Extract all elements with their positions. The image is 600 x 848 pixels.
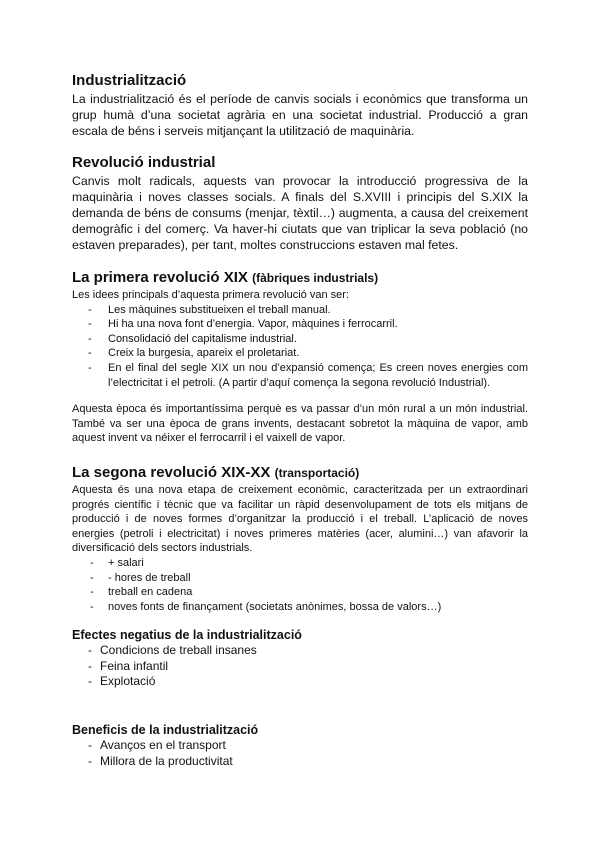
list-item: - Hi ha una nova font d’energia. Vapor, màquines i ferrocarril. bbox=[88, 318, 398, 331]
section-beneficis bbox=[72, 722, 258, 769]
list-item: - Avanços en el transport bbox=[88, 738, 226, 752]
list-item: - Consolidació del capitalisme industrial. bbox=[88, 332, 297, 345]
heading-segona-sub: (transportació) bbox=[274, 466, 360, 480]
heading-industrialitzacio: Industrialització bbox=[72, 72, 187, 89]
heading-efectes-negatius: Efectes negatius de la industrialització bbox=[72, 628, 302, 642]
list-segona-items bbox=[72, 556, 528, 614]
section-segona-revolucio bbox=[72, 464, 528, 614]
heading-segona-revolucio bbox=[72, 464, 528, 482]
list-item: - En el final del segle XIX un nou d’expansió comença; Es creen noves energies com l’electricitat i el petroli. (A partir d’aquí comença la segona revolució Industrial). bbox=[88, 361, 528, 389]
list-primera-ideas bbox=[72, 303, 528, 391]
list-efectes bbox=[72, 643, 302, 690]
list-item: - treball en cadena bbox=[90, 586, 193, 599]
heading-primera-sub: (fàbriques industrials) bbox=[252, 271, 379, 285]
heading-revolucio-industrial: Revolució industrial bbox=[72, 154, 216, 171]
list-item: - Condicions de treball insanes bbox=[88, 643, 257, 657]
paragraph-industrialitzacio: La industrialització és el període de canvis socials i econòmics que transforma un grup humà d’una societat agrària en una societat industrial. Producció a gran escala de béns i serveis mitjançant la utilització de maquinària. bbox=[72, 92, 528, 138]
paragraph-segona: Aquesta és una nova etapa de creixement econòmic, caracteritzada per un extraordinari progrés científic i tècnic que va facilitar un ràpid desenvolupament de tots els mitjans de producció i de noves formes d’organitzar la producció i el treball. L’aplicació de noves energies (petroli i electricitat) i noves primeres matèries (acer, alumini…) van afavorir la diversificació dels sectors industrials. bbox=[72, 484, 528, 555]
heading-primera-main: La primera revolució XIX bbox=[72, 269, 248, 286]
section-industrialitzacio bbox=[72, 72, 528, 139]
heading-beneficis: Beneficis de la industrialització bbox=[72, 723, 259, 737]
paragraph-primera-closing: Aquesta època és importantíssima perquè es va passar d’un món rural a un món industrial. També va ser una època de grans invents, destacant sobretot la màquina de vapor, amb aquest invent va néixer el ferrocarril i el vaixell de vapor. bbox=[72, 403, 528, 445]
paragraph-revolucio-industrial: Canvis molt radicals, aquests van provocar la introducció progressiva de la maquinària i noves classes socials. A finals del S.XVIII i principis del S.XIX la demanda de béns de consums (menjar, tèxtil…) augmenta, a causa del creixement demogràfic i del comerç. Va haver-hi ciutats que van triplicar la seva població (no estaven preparades), per tant, moltes construccions estaven mal fetes. bbox=[72, 174, 528, 252]
list-item: - + salari bbox=[90, 556, 144, 569]
list-item: - - hores de treball bbox=[90, 571, 191, 584]
heading-primera-revolucio bbox=[72, 269, 528, 287]
section-primera-closing bbox=[72, 402, 528, 446]
list-item: - Creix la burgesia, apareix el proletariat. bbox=[88, 347, 300, 360]
list-beneficis bbox=[72, 738, 258, 769]
paragraph-primera-intro: Les idees principals d’aquesta primera revolució van ser: bbox=[72, 289, 349, 301]
section-revolucio-industrial bbox=[72, 154, 528, 253]
list-item: - noves fonts de finançament (societats anònimes, bossa de valors…) bbox=[90, 600, 442, 613]
list-item: - Explotació bbox=[88, 674, 156, 689]
list-item: - Les màquines substitueixen el treball manual. bbox=[88, 303, 331, 316]
section-primera-revolucio bbox=[72, 269, 528, 390]
section-efectes-negatius bbox=[72, 627, 302, 690]
list-item: - Feina infantil bbox=[88, 658, 169, 673]
heading-segona-main: La segona revolució XIX-XX bbox=[72, 464, 271, 481]
list-item: - Millora de la productivitat bbox=[88, 753, 233, 768]
